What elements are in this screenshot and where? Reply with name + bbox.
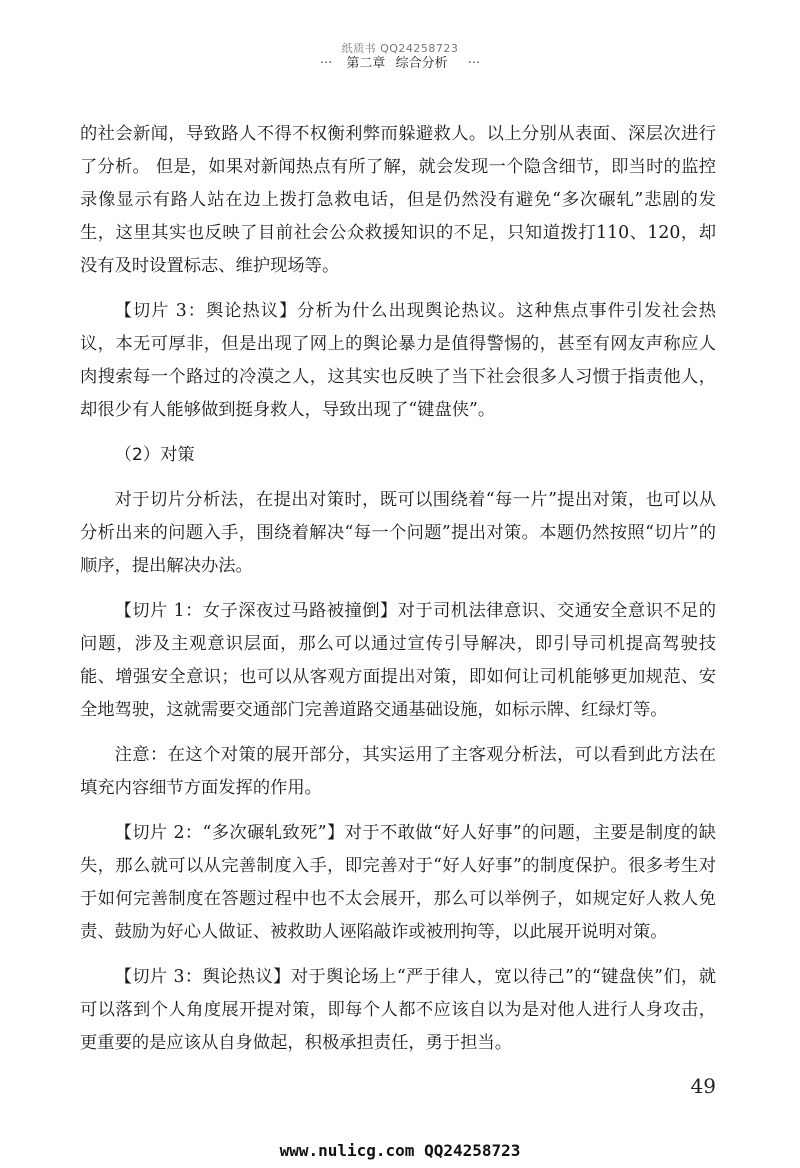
paragraph: 注意：在这个对策的展开部分，其实运用了主客观分析法，可以看到此方法在填充内容细节方面发挥的作用。 [80,745,716,798]
footer-url: www.nulicg.com QQ24258723 [279,1141,521,1160]
dots-right: ··· [467,56,481,71]
chapter-label: 第二章 [346,56,386,71]
paragraph: 【切片 3：舆论热议】分析为什么出现舆论热议。这种焦点事件引发社会热议，本无可厚非，但是出现了网上的舆论暴力是值得警惕的，甚至有网友声称应人肉搜索每一个路过的冷漠之人，这其实也反映了当下社会很多人习惯于指责他人，却很少有人能够做到挺身救人，导致出现了“键盘侠”。 [80,301,716,420]
paragraph: 【切片 1：女子深夜过马路被撞倒】对于司机法律意识、交通安全意识不足的问题，涉及主观意识层面，那么可以通过宣传引导解决，即引导司机提高驾驶技能、增强安全意识；也可以从客观方面提出对策，即如何让司机能够更加规范、安全地驾驶，这就需要交通部门完善道路交通基础设施，如标示牌、红绿灯等。 [80,601,716,720]
paragraph: 【切片 3：舆论热议】对于舆论场上“严于律人，宽以待己”的“键盘侠”们，就可以落到个人角度展开提对策，即每个人都不应该自以为是对他人进行人身攻击，更重要的是应该从自身做起，积极承担责任，勇于担当。 [80,967,716,1053]
watermark-text: 纸质书 QQ24258723 [341,42,459,55]
body-text [80,118,716,1072]
chapter-title: 综合分析 [395,56,448,71]
paragraph: 对于切片分析法，在提出对策时，既可以围绕着“每一片”提出对策，也可以从分析出来的问题入手，围绕着解决“每一个问题”提出对策。本题仍然按照“切片”的顺序，提出解决办法。 [80,490,716,576]
dots-left: ··· [319,56,333,71]
running-head [0,52,800,71]
paragraph: 【切片 2：“多次碾轧致死”】对于不敢做“好人好事”的问题，主要是制度的缺失，那么就可以从完善制度入手，即完善对于“好人好事”的制度保护。很多考生对于如何完善制度在答题过程中也不太会展开，那么可以举例子，如规定好人救人免责、鼓励为好心人做证、被救助人诬陷敲诈或被刑拘等，以此展开说明对策。 [80,823,716,942]
page-number: 49 [690,1074,716,1098]
paragraph: 的社会新闻，导致路人不得不权衡利弊而躲避救人。以上分别从表面、深层次进行了分析。 但是，如果对新闻热点有所了解，就会发现一个隐含细节，即当时的监控录像显示有路人站在边上拨打急救电话，但是仍然没有避免“多次碾轧”悲剧的发生，这里其实也反映了目前社会公众救援知识的不足，只知道拨打110、120，却没有及时设置标志、维护现场等。 [80,124,716,276]
section-heading: （2）对策 [114,445,195,465]
